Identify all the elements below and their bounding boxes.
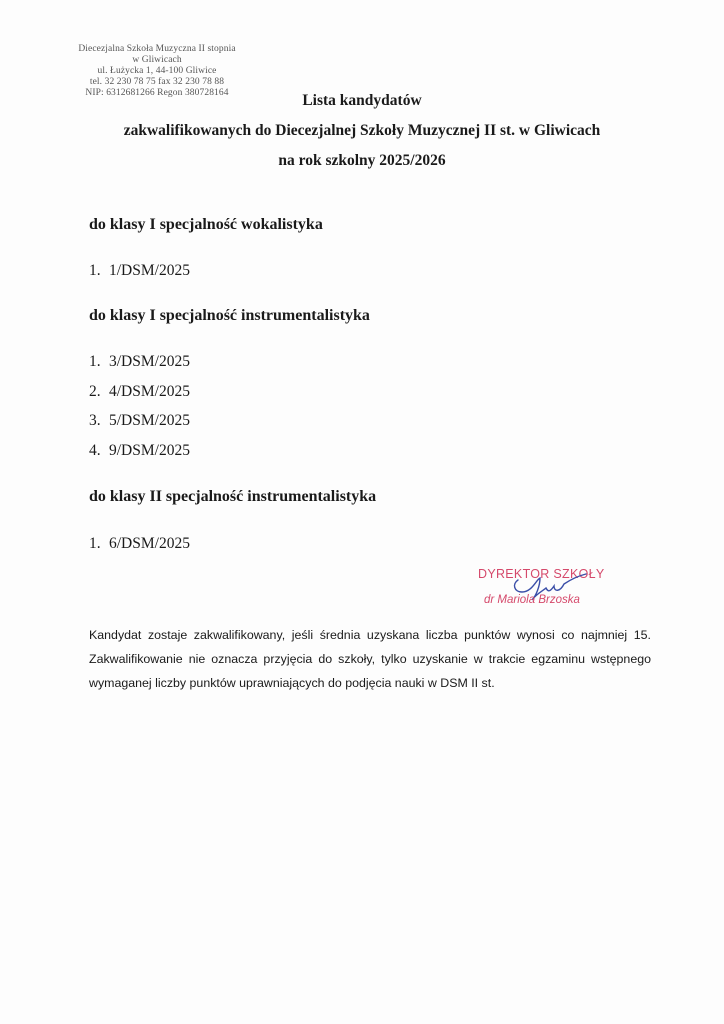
candidate-code: 1/DSM/2025	[109, 262, 190, 279]
candidate-code: 5/DSM/2025	[109, 412, 190, 429]
list-item	[89, 353, 190, 371]
stamp-line: w Gliwicach	[132, 55, 182, 65]
director-name: dr Mariola Brzoska	[484, 594, 580, 606]
qualification-note: Kandydat zostaje zakwalifikowany, jeśli średnia uzyskana liczba punktów wynosi co najmniej 15. Zakwalifikowanie nie oznacza przyjęcia do szkoły, tylko uzyskanie w trakcie egzaminu wstępnego wymaganej liczby punktów uprawniających do podjęcia nauki w DSM II st.	[89, 628, 651, 690]
section-heading-instrumental-2: do klasy II specjalność instrumentalistyka	[89, 488, 377, 505]
item-number: 4.	[89, 442, 101, 459]
director-signature-block	[470, 562, 630, 614]
stamp-line: Diecezjalna Szkoła Muzyczna II stopnia	[78, 44, 236, 54]
item-number: 1.	[89, 353, 101, 370]
list-item	[89, 262, 190, 280]
stamp-line: ul. Łużycka 1, 44-100 Gliwice	[97, 66, 217, 76]
candidate-code: 6/DSM/2025	[109, 535, 190, 552]
section-heading-vocal: do klasy I specjalność wokalistyka	[89, 216, 323, 233]
list-item	[89, 442, 190, 460]
candidate-code: 4/DSM/2025	[109, 383, 190, 400]
list-item	[89, 412, 190, 430]
document-title: Lista kandydatów	[302, 92, 422, 109]
stamp-line: tel. 32 230 78 75 fax 32 230 78 88	[89, 77, 225, 87]
document-subtitle: zakwalifikowanych do Diecezjalnej Szkoły Muzycznej II st. w Gliwicach	[123, 122, 601, 139]
item-number: 1.	[89, 535, 101, 552]
director-title: DYREKTOR SZKOŁY	[478, 567, 605, 581]
item-number: 2.	[89, 383, 101, 400]
item-number: 3.	[89, 412, 101, 429]
item-number: 1.	[89, 262, 101, 279]
list-item	[89, 535, 190, 553]
stamp-line: NIP: 6312681266 Regon 380728164	[85, 88, 229, 98]
candidate-code: 9/DSM/2025	[109, 442, 190, 459]
candidate-code: 3/DSM/2025	[109, 353, 190, 370]
school-year: na rok szkolny 2025/2026	[278, 152, 446, 169]
section-heading-instrumental-1: do klasy I specjalność instrumentalistyka	[89, 307, 370, 324]
list-item	[89, 383, 190, 401]
school-stamp	[66, 44, 248, 99]
